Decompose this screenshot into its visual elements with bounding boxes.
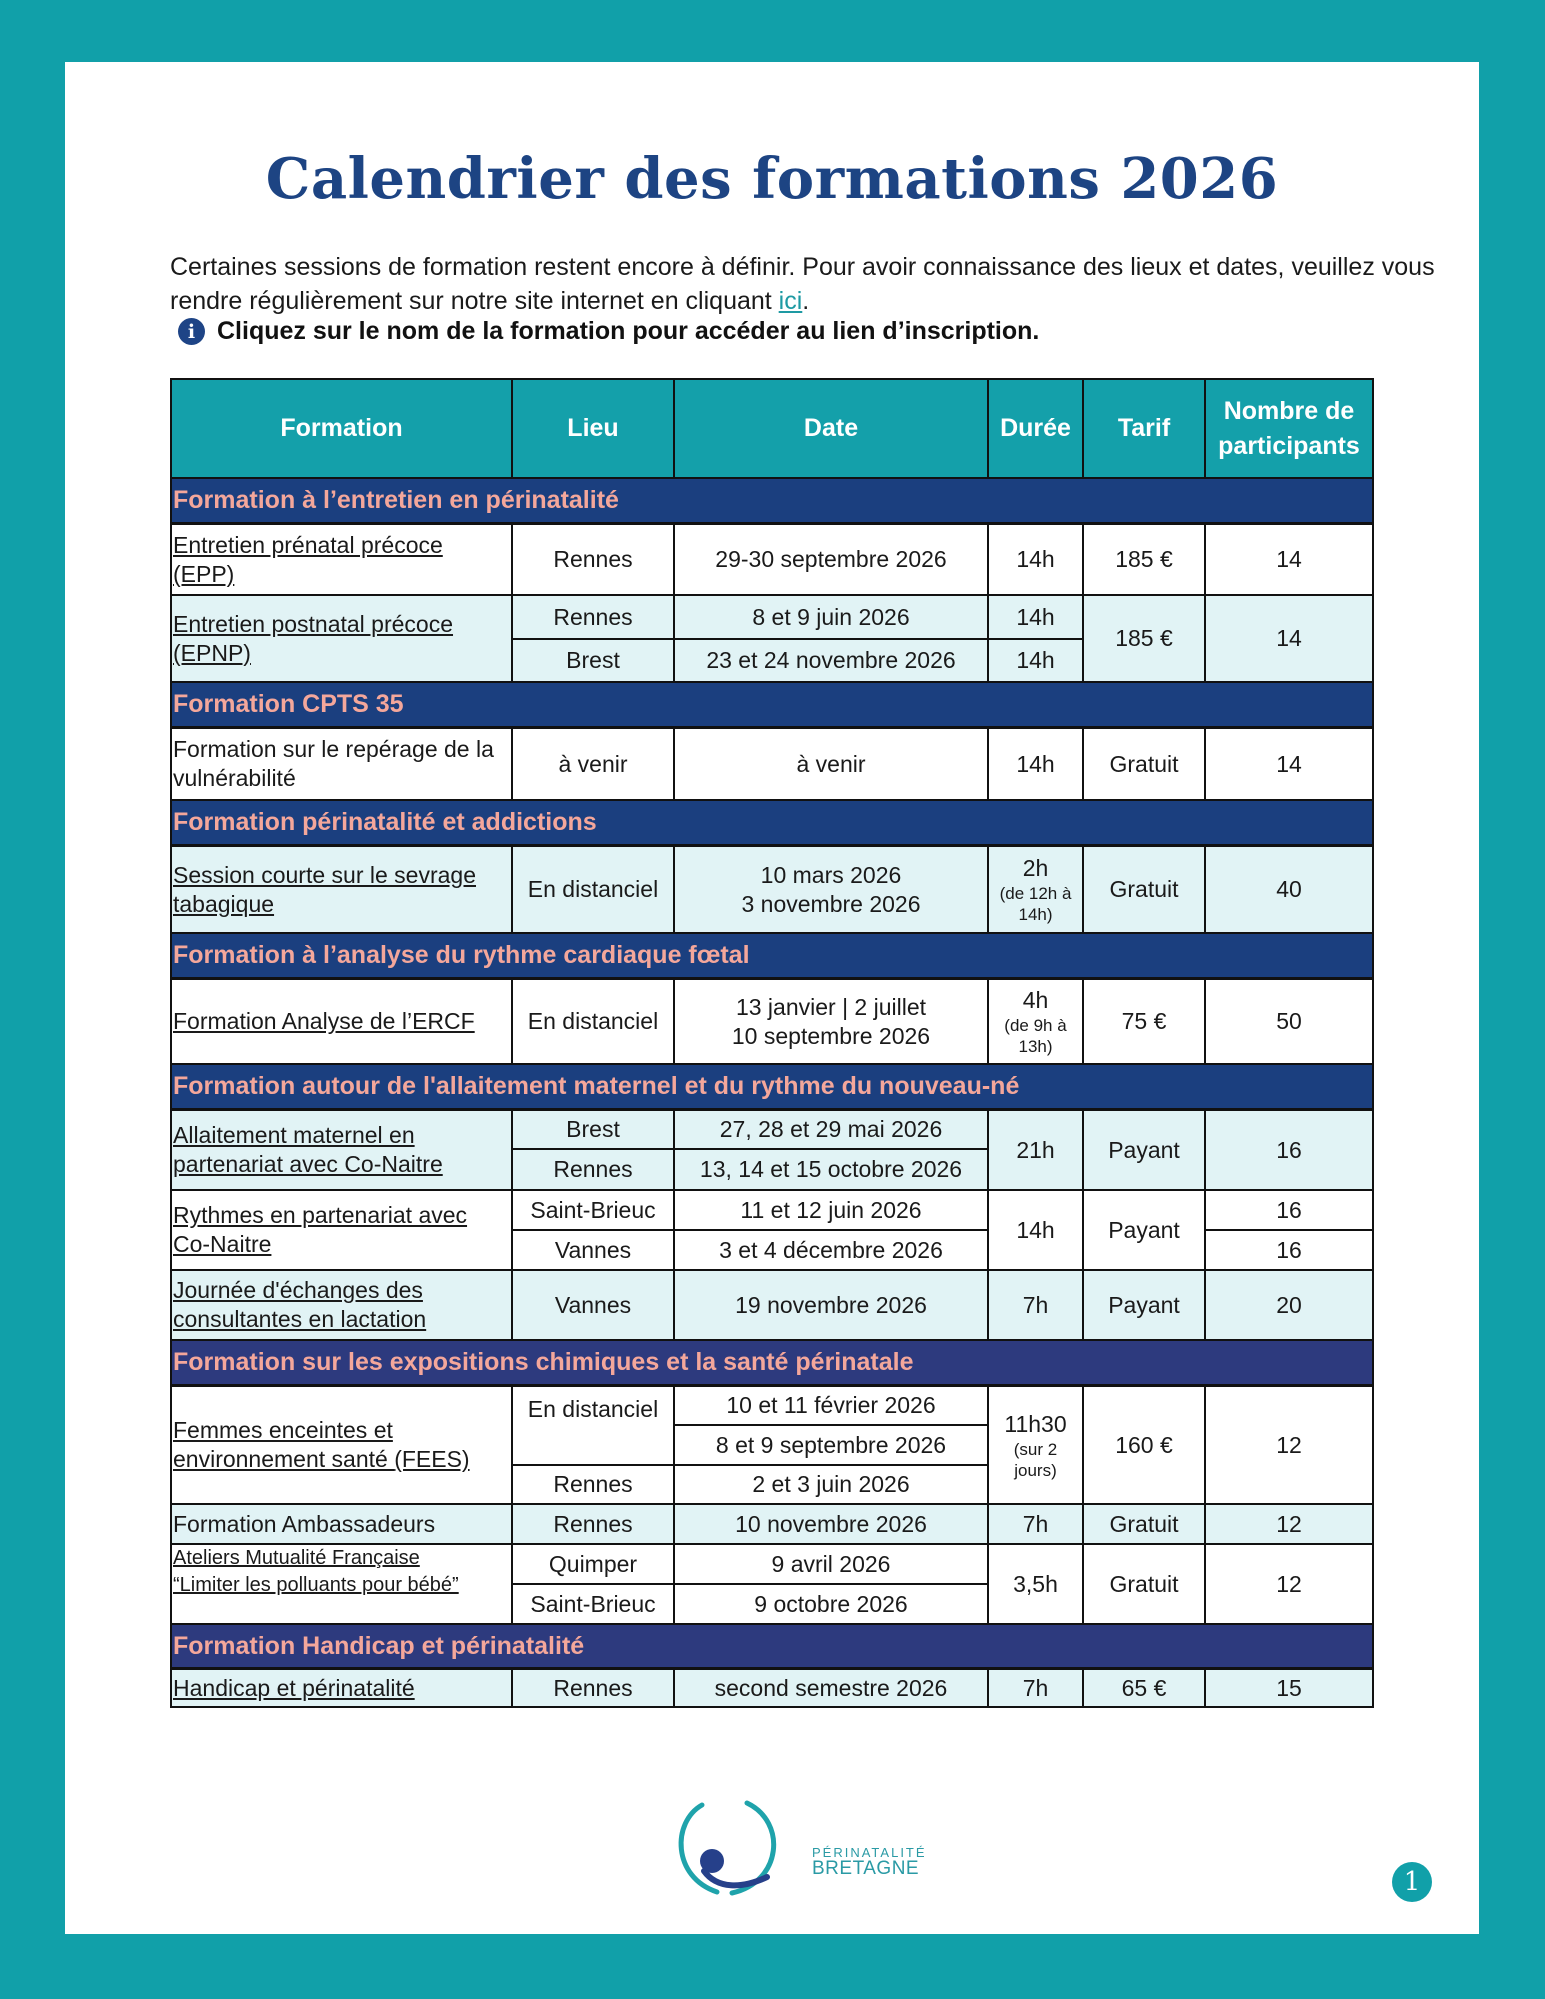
ercf-date-1: 13 janvier | 2 juillet — [735, 993, 927, 1020]
handicap-tarif: 65 € — [1084, 1670, 1206, 1706]
section-perinatalite-addictions: Formation périnatalité et addictions — [172, 801, 1372, 847]
fees-date-3: 2 et 3 juin 2026 — [675, 1466, 989, 1505]
fees-tarif: 160 € — [1084, 1387, 1206, 1505]
journee-formation — [172, 1271, 513, 1341]
sevrage-dates — [675, 847, 989, 934]
notice-text: Cliquez sur le nom de la formation pour accéder au lien d’inscription. — [217, 317, 1040, 345]
allaitement-formation — [172, 1111, 513, 1191]
handicap-lieu: Rennes — [513, 1670, 675, 1706]
page-number-badge: 1 — [1392, 1862, 1432, 1902]
journee-link[interactable]: Journée d'échanges des consultantes en lactation — [173, 1277, 427, 1332]
ambassadeurs-nombre: 12 — [1206, 1505, 1372, 1545]
rythmes-link[interactable]: Rythmes en partenariat avec Co-Naitre — [173, 1202, 468, 1257]
fees-formation — [172, 1387, 513, 1505]
registration-notice — [178, 317, 1039, 346]
ambassadeurs-lieu: Rennes — [513, 1505, 675, 1545]
section-handicap-perinatalite: Formation Handicap et périnatalité — [172, 1625, 1372, 1670]
sevrage-tarif: Gratuit — [1084, 847, 1206, 934]
fees-date-1: 10 et 11 février 2026 — [675, 1387, 989, 1426]
ateliers-lieu-2: Saint-Brieuc — [513, 1585, 675, 1625]
vulnerabilite-formation: Formation sur le repérage de la vulnérabilité — [172, 729, 513, 801]
handicap-duree: 7h — [989, 1670, 1084, 1706]
ercf-nombre: 50 — [1206, 980, 1372, 1065]
section-entretien-perinatalite: Formation à l’entretien en périnatalité — [172, 479, 1372, 525]
logo-mark-icon — [672, 1797, 812, 1897]
intro-text: Certaines sessions de formation restent encore à définir. Pour avoir connaissance des lieux et dates, veuillez vous rendre régulièrement sur notre site internet en cliquant — [170, 253, 1435, 315]
ercf-dates — [675, 980, 989, 1065]
table-row-epnp-formation — [172, 596, 513, 683]
epnp-link[interactable]: Entretien postnatal précoce (EPNP) — [173, 610, 454, 666]
rythmes-lieu-1: Saint-Brieuc — [513, 1191, 675, 1231]
epp-nombre: 14 — [1206, 525, 1372, 596]
handicap-link[interactable]: Handicap et périnatalité — [173, 1674, 415, 1701]
ambassadeurs-duree: 7h — [989, 1505, 1084, 1545]
handicap-formation — [172, 1670, 513, 1706]
journee-duree: 7h — [989, 1271, 1084, 1341]
ateliers-date-2: 9 octobre 2026 — [675, 1585, 989, 1625]
ercf-lieu: En distanciel — [513, 980, 675, 1065]
page-title: Calendrier des formations 2026 — [265, 146, 1279, 212]
epp-date: 29-30 septembre 2026 — [675, 525, 989, 596]
epnp-duree-1: 14h — [989, 596, 1084, 640]
fees-link[interactable]: Femmes enceintes et environnement santé — [173, 1417, 395, 1472]
sevrage-duree-note: (de 12h à 14h) — [999, 884, 1072, 924]
header-duree: Durée — [989, 380, 1084, 479]
info-circle-icon: i — [178, 318, 205, 345]
allaitement-nombre: 16 — [1206, 1111, 1372, 1191]
sevrage-lieu: En distanciel — [513, 847, 675, 934]
logo-line-2: BRETAGNE — [812, 1858, 920, 1879]
training-calendar-table — [170, 378, 1374, 1708]
table-row-epp-formation — [172, 525, 513, 596]
fees-duree: 11h30 — [1004, 1410, 1067, 1437]
page — [65, 62, 1479, 1934]
sevrage-duree: 2h — [1022, 855, 1049, 881]
header-date: Date — [675, 380, 989, 479]
ercf-link[interactable]: Formation Analyse de l’ERCF — [173, 1008, 475, 1034]
vulnerabilite-tarif: Gratuit — [1084, 729, 1206, 801]
intro-period: . — [802, 287, 810, 315]
sevrage-duree-cell — [989, 847, 1084, 934]
handicap-date: second semestre 2026 — [675, 1670, 989, 1706]
ercf-date-2: 10 septembre 2026 — [731, 1022, 931, 1049]
rythmes-date-2: 3 et 4 décembre 2026 — [675, 1231, 989, 1271]
fees-label — [173, 1416, 507, 1474]
ambassadeurs-date: 10 novembre 2026 — [675, 1505, 989, 1545]
allaitement-date-2: 13, 14 et 15 octobre 2026 — [675, 1150, 989, 1191]
epnp-lieu-2: Brest — [513, 640, 675, 683]
ateliers-formation — [172, 1545, 513, 1625]
epnp-date-2: 23 et 24 novembre 2026 — [675, 640, 989, 683]
epnp-nombre: 14 — [1206, 596, 1372, 683]
rythmes-lieu-2: Vannes — [513, 1231, 675, 1271]
epp-link[interactable]: Entretien prénatal précoce (EPP) — [173, 531, 443, 587]
journee-lieu: Vannes — [513, 1271, 675, 1341]
sevrage-formation — [172, 847, 513, 934]
rythmes-duree: 14h — [989, 1191, 1084, 1271]
section-expositions-chimiques: Formation sur les expositions chimiques et la santé périnatale — [172, 1341, 1372, 1387]
header-nombre-participants: Nombre de participants — [1206, 380, 1372, 479]
epp-tarif: 185 € — [1084, 525, 1206, 596]
logo-line-1: PÉRINATALITÉ — [812, 1845, 927, 1860]
fees-acronym-link[interactable]: (FEES) — [394, 1446, 470, 1472]
fees-duree-cell — [989, 1387, 1084, 1505]
vulnerabilite-duree: 14h — [989, 729, 1084, 801]
intro-paragraph — [170, 250, 1490, 318]
ateliers-link[interactable]: Ateliers Mutualité Française — [173, 1547, 420, 1569]
fees-lieu-2: Rennes — [513, 1466, 675, 1505]
ateliers-date-1: 9 avril 2026 — [675, 1545, 989, 1585]
allaitement-lieu-2: Rennes — [513, 1150, 675, 1191]
allaitement-date-1: 27, 28 et 29 mai 2026 — [675, 1111, 989, 1150]
fees-date-2: 8 et 9 septembre 2026 — [675, 1426, 989, 1466]
epnp-date-1: 8 et 9 juin 2026 — [675, 596, 989, 640]
epp-lieu: Rennes — [513, 525, 675, 596]
epnp-tarif: 185 € — [1084, 596, 1206, 683]
allaitement-duree: 21h — [989, 1111, 1084, 1191]
fees-duree-note: (sur 2 jours) — [1013, 1439, 1058, 1480]
section-rythme-cardiaque-foetal: Formation à l’analyse du rythme cardiaque fœtal — [172, 934, 1372, 980]
vulnerabilite-date: à venir — [675, 729, 989, 801]
rythmes-nombre-1: 16 — [1206, 1191, 1372, 1231]
ercf-duree: 4h — [1022, 987, 1049, 1013]
ercf-tarif: 75 € — [1084, 980, 1206, 1065]
journee-tarif: Payant — [1084, 1271, 1206, 1341]
fees-lieu-1: En distanciel — [513, 1387, 675, 1466]
epnp-duree-2: 14h — [989, 640, 1084, 683]
section-allaitement-rythme: Formation autour de l'allaitement maternel et du rythme du nouveau-né — [172, 1065, 1372, 1111]
section-cpts-35: Formation CPTS 35 — [172, 683, 1372, 729]
sevrage-date-2: 3 novembre 2026 — [741, 890, 921, 917]
ateliers-lieu-1: Quimper — [513, 1545, 675, 1585]
ateliers-duree: 3,5h — [989, 1545, 1084, 1625]
allaitement-lieu-1: Brest — [513, 1111, 675, 1150]
sevrage-nombre: 40 — [1206, 847, 1372, 934]
header-tarif: Tarif — [1084, 380, 1206, 479]
rythmes-formation — [172, 1191, 513, 1271]
ercf-formation — [172, 980, 513, 1065]
ercf-duree-cell — [989, 980, 1084, 1065]
fees-nombre: 12 — [1206, 1387, 1372, 1505]
vulnerabilite-lieu: à venir — [513, 729, 675, 801]
sevrage-date-1: 10 mars 2026 — [760, 861, 902, 888]
epnp-lieu-1: Rennes — [513, 596, 675, 640]
epp-duree: 14h — [989, 525, 1084, 596]
handicap-nombre: 15 — [1206, 1670, 1372, 1706]
ambassadeurs-formation: Formation Ambassadeurs — [172, 1505, 513, 1545]
perinatalite-bretagne-logo — [672, 1797, 927, 1897]
header-lieu: Lieu — [513, 380, 675, 479]
journee-nombre: 20 — [1206, 1271, 1372, 1341]
rythmes-tarif: Payant — [1084, 1191, 1206, 1271]
sevrage-link[interactable]: Session courte sur le sevrage tabagique — [173, 861, 476, 917]
allaitement-link[interactable]: Allaitement maternel en partenariat avec Co-Naitre — [173, 1122, 443, 1177]
rythmes-date-1: 11 et 12 juin 2026 — [675, 1191, 989, 1231]
website-link[interactable]: ici — [778, 287, 803, 315]
vulnerabilite-nombre: 14 — [1206, 729, 1372, 801]
allaitement-tarif: Payant — [1084, 1111, 1206, 1191]
header-formation: Formation — [172, 380, 513, 479]
ateliers-nombre: 12 — [1206, 1545, 1372, 1625]
ateliers-subtitle-link[interactable]: “Limiter les polluants pour bébé” — [173, 1574, 459, 1596]
ambassadeurs-tarif: Gratuit — [1084, 1505, 1206, 1545]
ateliers-tarif: Gratuit — [1084, 1545, 1206, 1625]
journee-date: 19 novembre 2026 — [675, 1271, 989, 1341]
rythmes-nombre-2: 16 — [1206, 1231, 1372, 1271]
ercf-duree-note: (de 9h à 13h) — [1004, 1016, 1067, 1056]
